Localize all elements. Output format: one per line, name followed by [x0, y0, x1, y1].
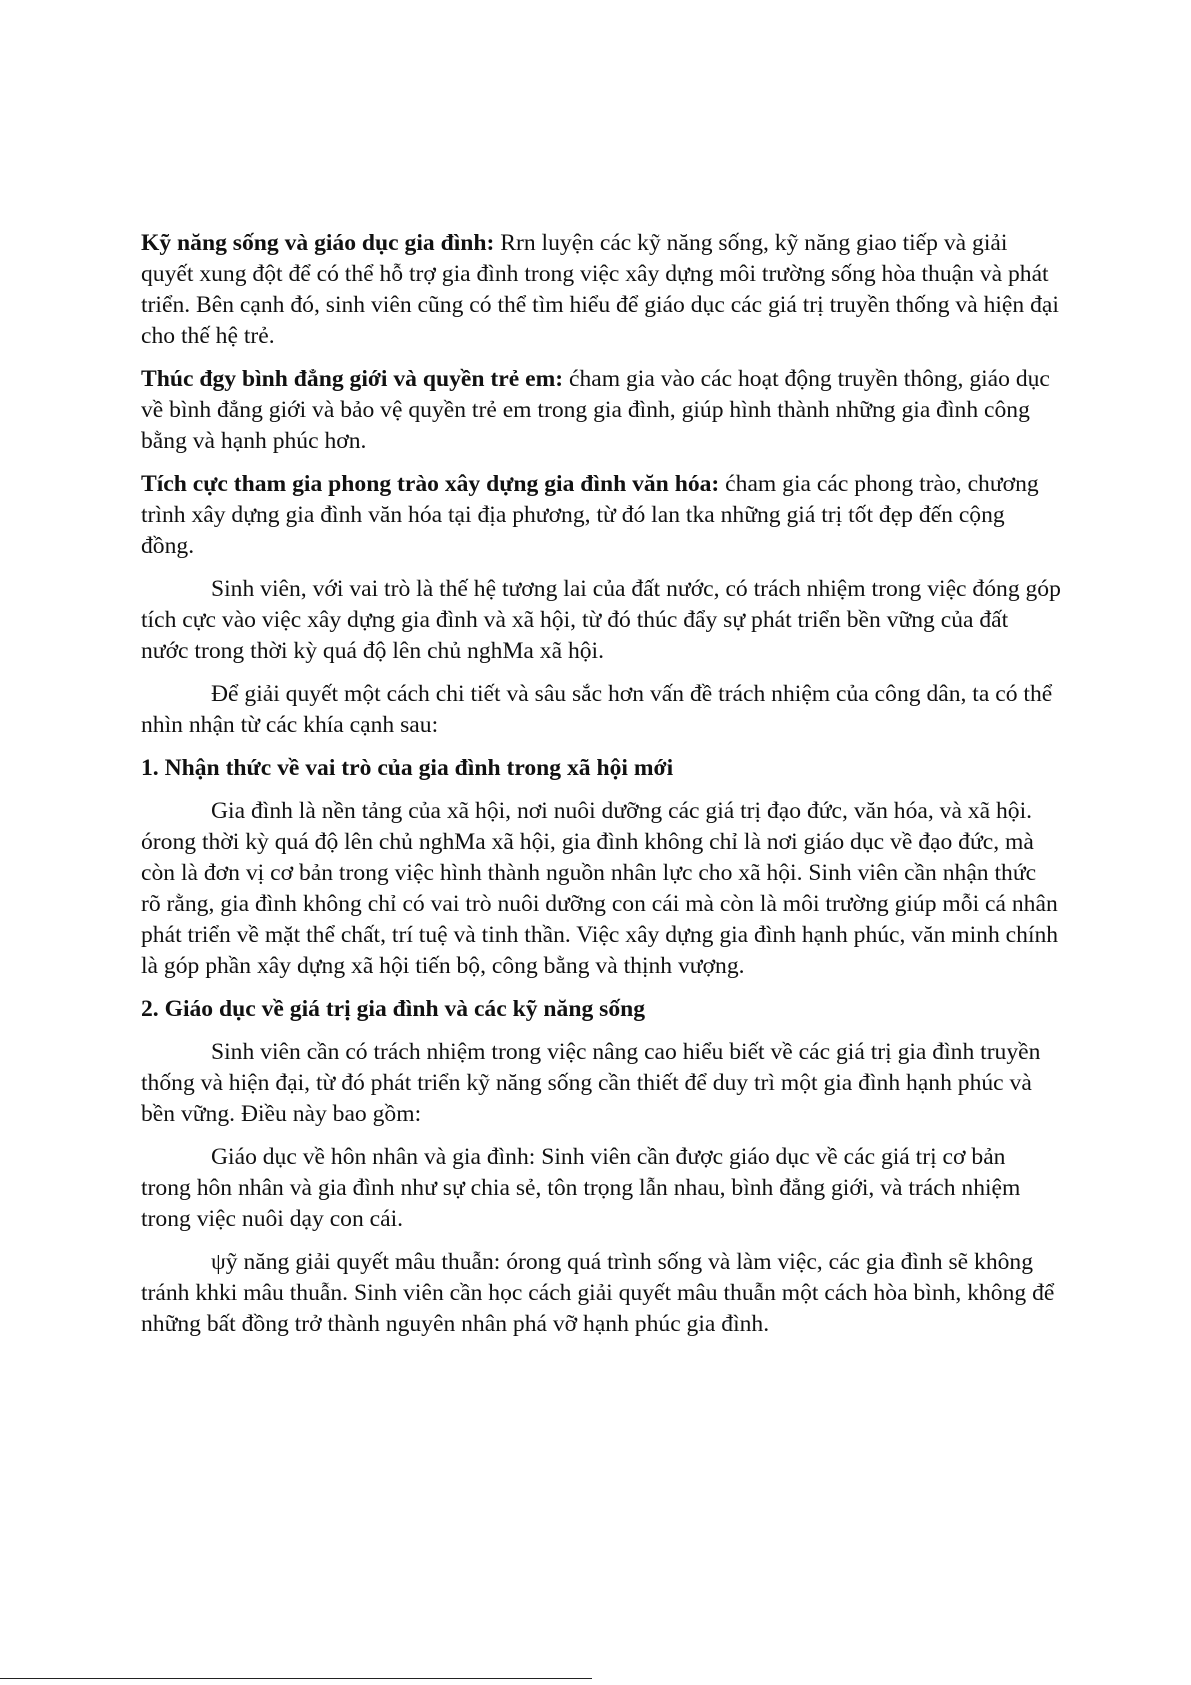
paragraph-text: Rrn luyện các kỹ năng sống, kỹ năng giao tiếp và giải quyết xung đột để có thể hỗ trợ gia đình trong việc xây dựng môi trường sống hòa thuận và phát triển. Bên cạnh đó, sinh viên cũng có thể tìm hiểu để giáo dục các giá trị truyền thống và hiện đại cho thế hệ trẻ.	[141, 230, 1059, 349]
footer-divider	[0, 1678, 592, 1679]
paragraph-family-role: Gia đình là nền tảng của xã hội, nơi nuôi dưỡng các giá trị đạo đức, văn hóa, và xã hội. órong thời kỳ quá độ lên chủ nghMa xã hội, gia đình không chỉ là nơi giáo dục về đạo đức, mà còn là đơn vị cơ bản trong việc hình thành nguồn nhân lực cho xã hội. Sinh viên cần nhận thức rõ rằng, gia đình không chỉ có vai trò nuôi dưỡng con cái mà còn là môi trường giúp mỗi cá nhân phát triển về mặt thể chất, trí tuệ và tinh thần. Việc xây dựng gia đình hạnh phúc, văn minh chính là góp phần xây dựng xã hội tiến bộ, công bằng và thịnh vượng.	[141, 798, 1059, 979]
paragraph-text: ćham gia vào các hoạt động truyền thông, giáo dục về bình đẳng giới và bảo vệ quyền trẻ em trong gia đình, giúp hình thành những gia đình công bằng và hạnh phúc hơn.	[141, 366, 1050, 454]
section-heading-1: 1. Nhận thức về vai trò của gia đình trong xã hội mới	[141, 755, 674, 781]
paragraph-family-values: Sinh viên cần có trách nhiệm trong việc nâng cao hiểu biết về các giá trị gia đình truyền thống và hiện đại, từ đó phát triển kỹ năng sống cần thiết để duy trì một gia đình hạnh phúc và bền vững. Điều này bao gồm:	[141, 1039, 1041, 1127]
paragraph-intro-aspects: Để giải quyết một cách chi tiết và sâu sắc hơn vấn đề trách nhiệm của công dân, ta có thể nhìn nhận từ các khía cạnh sau:	[141, 681, 1053, 738]
paragraph-cultural-family	[141, 469, 1061, 562]
paragraph-conflict-skills: ψỹ năng giải quyết mâu thuẫn: órong quá trình sống và làm việc, các gia đình sẽ không tránh khki mâu thuẫn. Sinh viên cần học cách giải quyết mâu thuẫn một cách hòa bình, không để những bất đồng trở thành nguyên nhân phá vỡ hạnh phúc gia đình.	[141, 1249, 1055, 1337]
paragraph-text: ćham gia các phong trào, chương trình xây dựng gia đình văn hóa tại địa phương, từ đó lan tka những giá trị tốt đẹp đến cộng đồng.	[141, 471, 1039, 559]
paragraph-student-role: Sinh viên, với vai trò là thế hệ tương lai của đất nước, có trách nhiệm trong việc đóng góp tích cực vào việc xây dựng gia đình và xã hội, từ đó thúc đẩy sự phát triển bền vững của đất nước trong thời kỳ quá độ lên chủ nghMa xã hội.	[141, 576, 1061, 664]
paragraph-gender-equality	[141, 364, 1061, 457]
paragraph-lead: Tích cực tham gia phong trào xây dựng gia đình văn hóa:	[141, 471, 720, 497]
document-page	[141, 228, 1061, 1352]
paragraph-lead: Kỹ năng sống và giáo dục gia đình:	[141, 230, 495, 256]
paragraph-marriage-education: Giáo dục về hôn nhân và gia đình: Sinh viên cần được giáo dục về các giá trị cơ bản trong hôn nhân và gia đình như sự chia sẻ, tôn trọng lẫn nhau, bình đẳng giới, và trách nhiệm trong việc nuôi dạy con cái.	[141, 1144, 1021, 1232]
section-heading-2: 2. Giáo dục về giá trị gia đình và các kỹ năng sống	[141, 996, 646, 1022]
paragraph-lead: Thúc đgy bình đẳng giới và quyền trẻ em:	[141, 366, 564, 392]
paragraph-life-skills	[141, 228, 1061, 352]
